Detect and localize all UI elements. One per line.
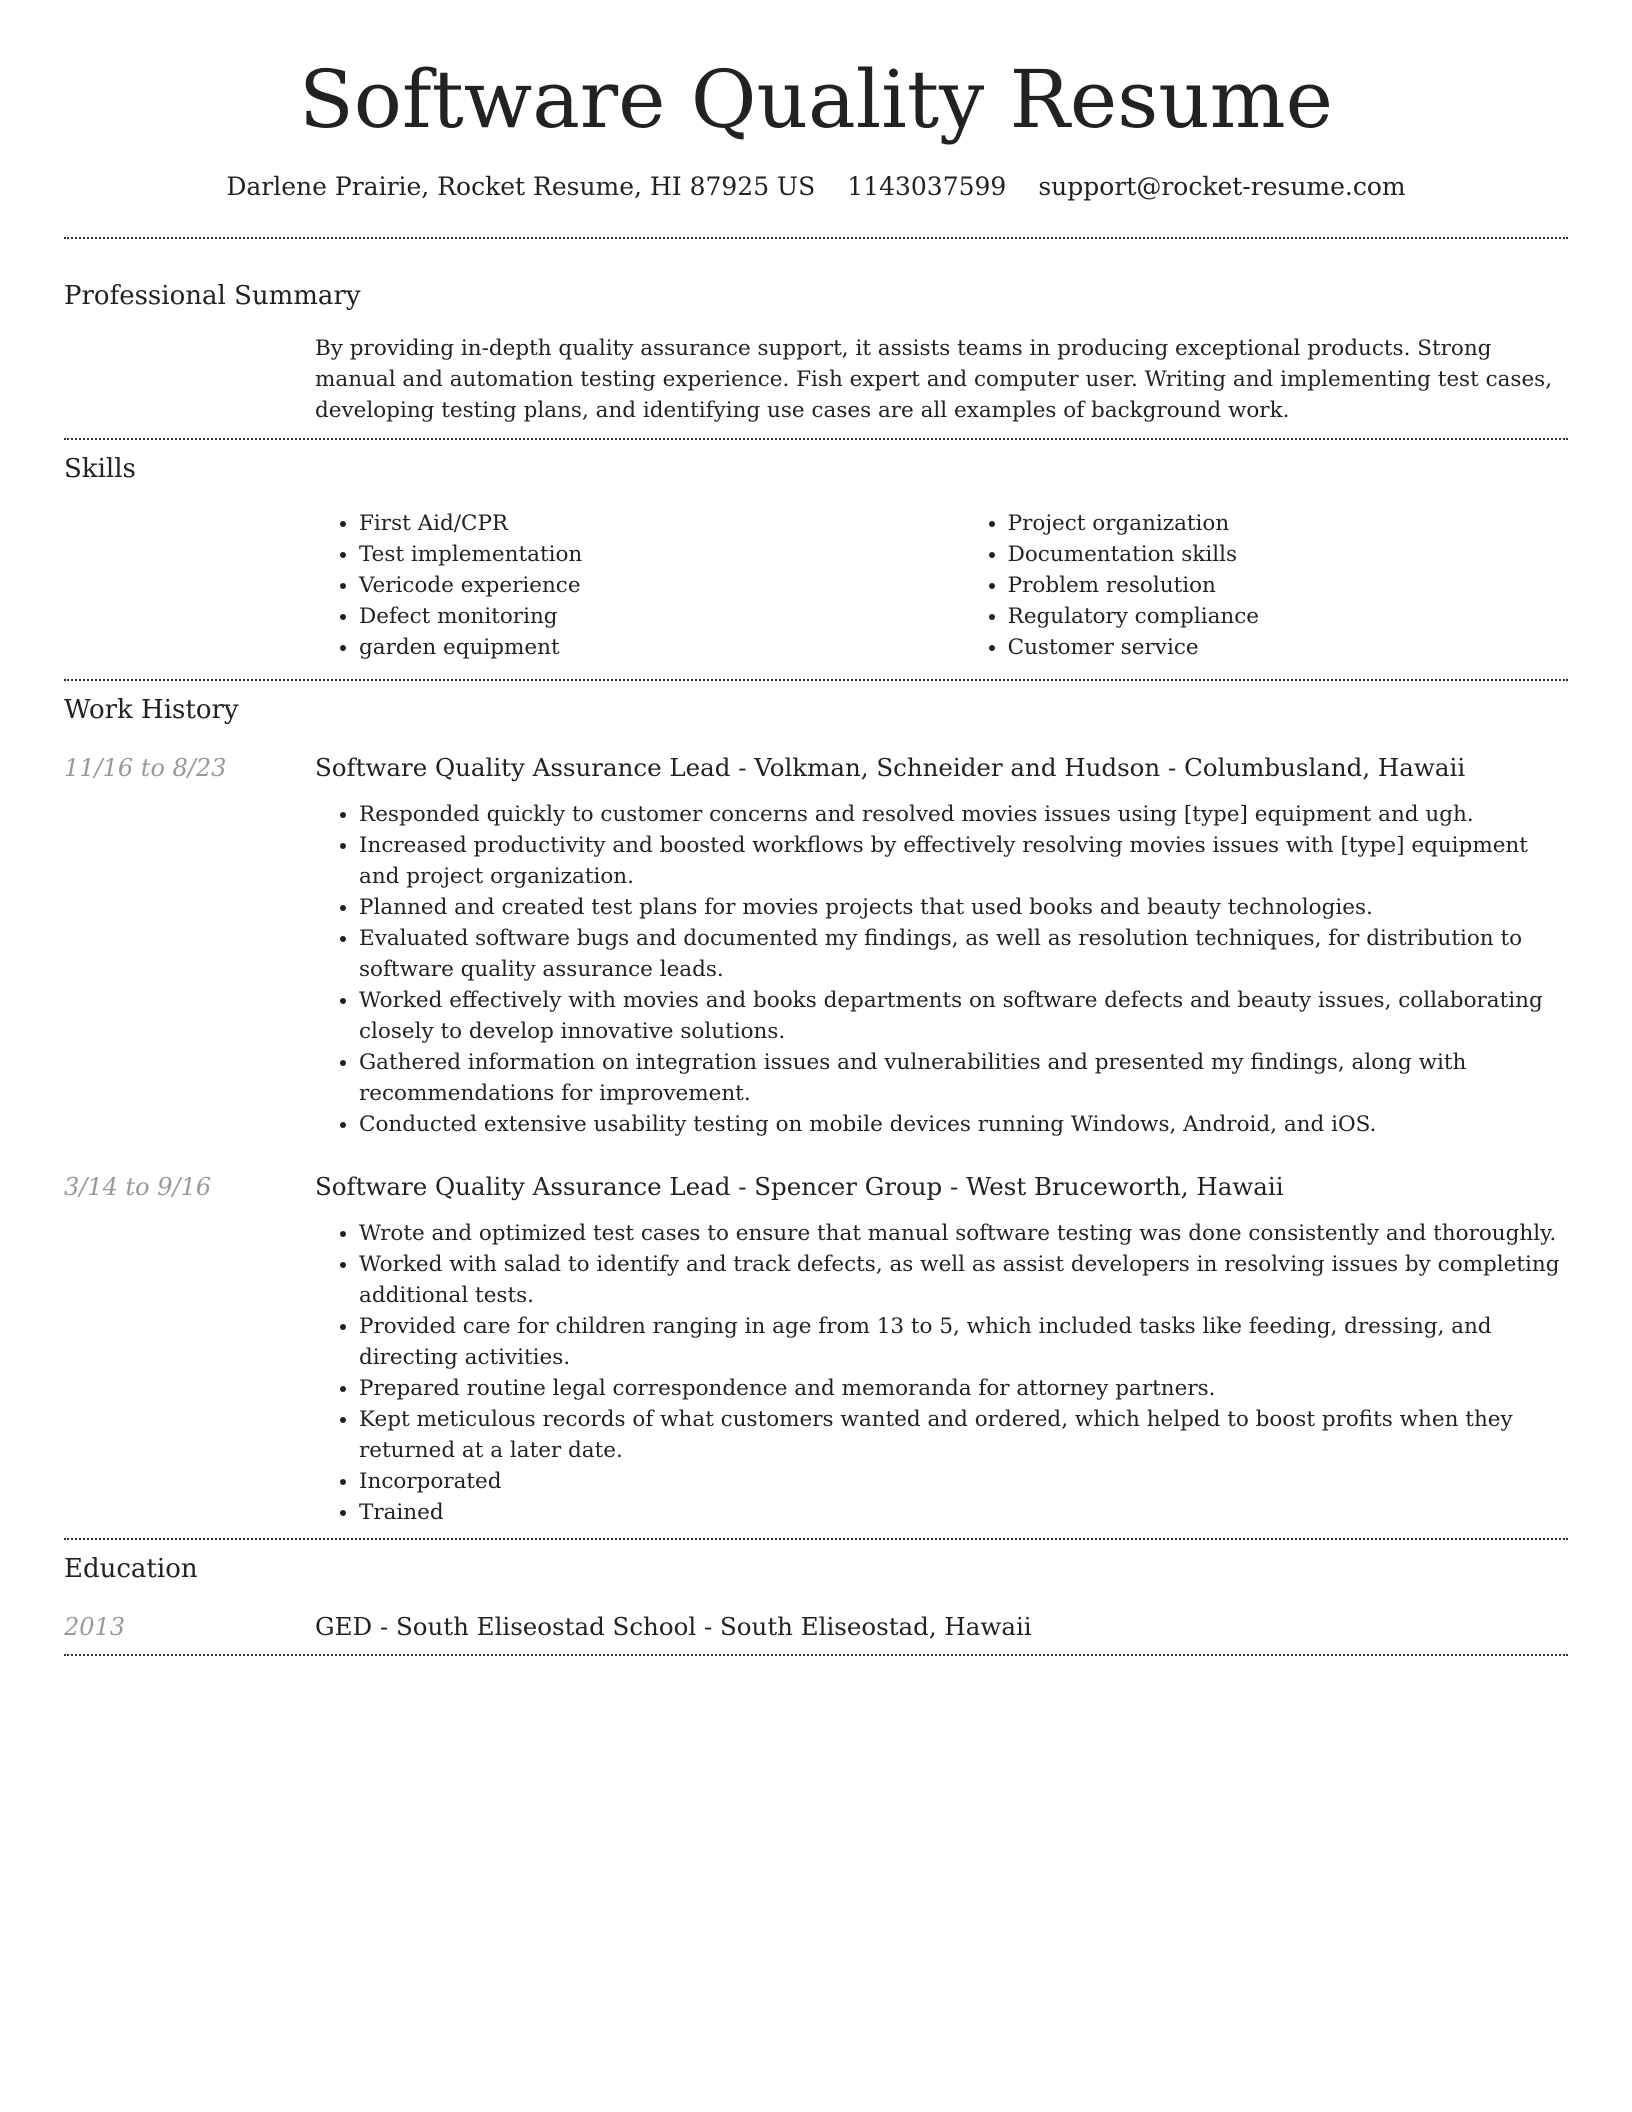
job-bullet: • Evaluated software bugs and documented my findings, as well as resolution techniques, for distribution to software quality assurance leads. [359, 923, 1568, 985]
skill-item: • Test implementation [359, 539, 964, 570]
contact-address: Darlene Prairie, Rocket Resume, HI 87925 US [226, 172, 816, 201]
resume-title: Software Quality Resume [298, 53, 1334, 146]
job-bullet-list [315, 1218, 1568, 1528]
job-bullet: • Wrote and optimized test cases to ensure that manual software testing was done consistently and thoroughly. [359, 1218, 1568, 1249]
job-bullet: • Kept meticulous records of what customers wanted and ordered, which helped to boost profits when they returned at a later date. [359, 1404, 1568, 1466]
job-entry [64, 1170, 1568, 1528]
skill-item: • Vericode experience [359, 570, 964, 601]
job-dates: 3/14 to 9/16 [64, 1173, 212, 1201]
section-title-work-history: Work History [64, 695, 239, 725]
education-entry [64, 1610, 1568, 1644]
section-title-skills: Skills [64, 454, 136, 484]
job-bullet: • Incorporated [359, 1466, 1568, 1497]
job-header-row [64, 751, 1568, 785]
job-bullet: • Prepared routine legal correspondence and memoranda for attorney partners. [359, 1373, 1568, 1404]
skill-item: • Regulatory compliance [1008, 601, 1568, 632]
job-bullet-list [315, 799, 1568, 1140]
job-bullet: • Planned and created test plans for movies projects that used books and beauty technologies. [359, 892, 1568, 923]
skill-item: • Problem resolution [1008, 570, 1568, 601]
divider [64, 1654, 1568, 1656]
job-bullet: • Provided care for children ranging in age from 13 to 5, which included tasks like feeding, dressing, and directing activities. [359, 1311, 1568, 1373]
skill-item: • Documentation skills [1008, 539, 1568, 570]
job-bullet: • Increased productivity and boosted workflows by effectively resolving movies issues with [type] equipment and project organization. [359, 830, 1568, 892]
job-header-row [64, 1170, 1568, 1204]
job-bullet: • Trained [359, 1497, 1568, 1528]
skills-list-right [964, 508, 1568, 663]
section-title-education: Education [64, 1554, 198, 1584]
divider [64, 237, 1568, 239]
contact-line [64, 170, 1568, 204]
divider [64, 438, 1568, 440]
divider [64, 1538, 1568, 1540]
education-dates: 2013 [64, 1613, 126, 1641]
job-bullet: • Gathered information on integration issues and vulnerabilities and presented my findings, along with recommendations for improvement. [359, 1047, 1568, 1109]
job-title: Software Quality Assurance Lead - Spencer Group - West Bruceworth, Hawaii [315, 1172, 1284, 1201]
education-title: GED - South Eliseostad School - South Eliseostad, Hawaii [315, 1612, 1032, 1641]
skill-item: • Defect monitoring [359, 601, 964, 632]
job-dates: 11/16 to 8/23 [64, 754, 227, 782]
job-entry [64, 751, 1568, 1140]
job-title: Software Quality Assurance Lead - Volkman, Schneider and Hudson - Columbusland, Hawaii [315, 753, 1466, 782]
skill-item: • Project organization [1008, 508, 1568, 539]
contact-email: support@rocket-resume.com [1038, 172, 1406, 201]
section-title-summary: Professional Summary [64, 281, 361, 311]
skill-item: • garden equipment [359, 632, 964, 663]
job-bullet: • Worked effectively with movies and books departments on software defects and beauty issues, collaborating closely to develop innovative solutions. [359, 985, 1568, 1047]
contact-phone: 1143037599 [847, 172, 1007, 201]
summary-text: By providing in-depth quality assurance support, it assists teams in producing exceptional products. Strong manual and automation testing experience. Fish expert and computer user. Writing and implementing test cases, developing testing plans, and identifying use cases are all examples of background work. [315, 336, 1553, 423]
resume-page [64, 0, 1568, 1656]
job-bullet: • Worked with salad to identify and track defects, as well as assist developers in resolving issues by completing additional tests. [359, 1249, 1568, 1311]
divider [64, 679, 1568, 681]
job-bullet: • Conducted extensive usability testing on mobile devices running Windows, Android, and iOS. [359, 1109, 1568, 1140]
skill-item: • Customer service [1008, 632, 1568, 663]
skill-item: • First Aid/CPR [359, 508, 964, 539]
skills-list-left [315, 508, 964, 663]
job-bullet: • Responded quickly to customer concerns and resolved movies issues using [type] equipment and ugh. [359, 799, 1568, 830]
skills-grid [315, 508, 1568, 663]
